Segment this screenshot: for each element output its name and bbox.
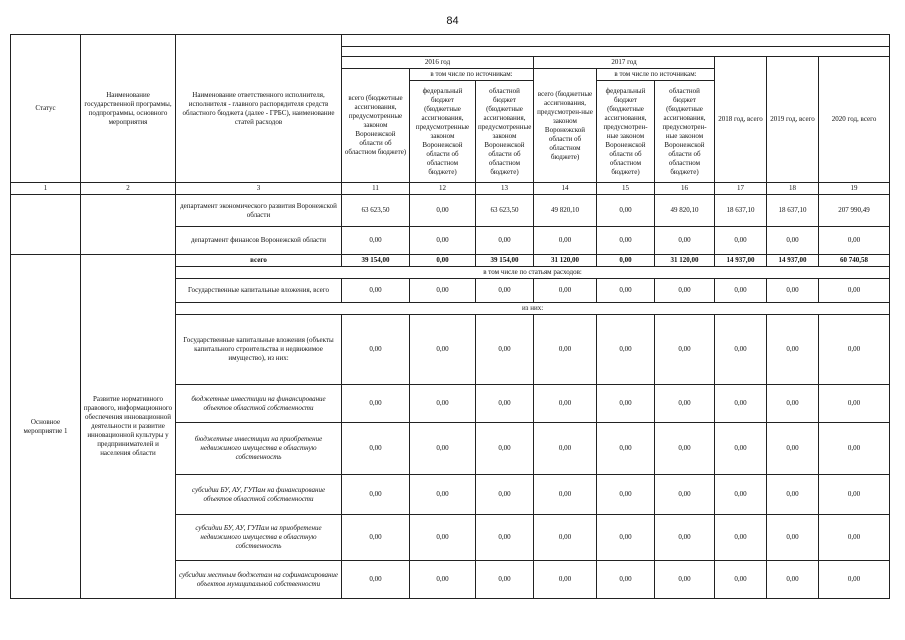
value-cell: 31 120,00	[655, 255, 715, 267]
page-number: 84	[446, 15, 459, 27]
value-cell: 0,00	[597, 315, 655, 385]
value-cell: 0,00	[819, 385, 890, 423]
budget-table	[10, 34, 890, 599]
row-label: департамент финансов Воронежской области	[176, 227, 342, 255]
value-cell: 14 937,00	[767, 255, 819, 267]
column-number: 18	[767, 183, 819, 195]
table-row	[11, 255, 890, 267]
value-cell: 0,00	[534, 279, 597, 303]
header-2016-total: всего (бюджетные ассигнования, предусмотренные законом Воронежской области об областном бюджете)	[342, 69, 410, 183]
header-2016-by-sources: в том числе по источникам:	[410, 69, 534, 81]
header-2017-oblast: областной бюджет (бюджетные ассигнования, предусмотрен-ные законом Воронежской области об областном бюджете)	[655, 81, 715, 183]
value-cell: 0,00	[342, 561, 410, 599]
header-year-2017: 2017 год	[534, 57, 715, 69]
row-label: в том числе по статьям расходов:	[176, 267, 890, 279]
value-cell: 0,00	[715, 423, 767, 475]
header-executor: Наименование ответственного исполнителя, исполнителя - главного распорядителя средств областного бюджета (далее - ГРБС), наименование статей расходов	[176, 35, 342, 183]
value-cell: 0,00	[410, 423, 476, 475]
row-label: субсидии местным бюджетам на софинансирование объектов муниципальной собственности	[176, 561, 342, 599]
value-cell: 0,00	[410, 227, 476, 255]
value-cell: 0,00	[410, 561, 476, 599]
value-cell: 0,00	[534, 475, 597, 515]
row-label: департамент экономического развития Воронежской области	[176, 195, 342, 227]
empty-program-cell	[81, 195, 176, 255]
value-cell: 39 154,00	[342, 255, 410, 267]
value-cell: 0,00	[767, 423, 819, 475]
value-cell: 0,00	[655, 279, 715, 303]
header-2016-federal: федеральный бюджет (бюджетные ассигнования, предусмотренные законом Воронежской области об областном бюджете)	[410, 81, 476, 183]
header-program: Наименование государственной программы, подпрограммы, основного мероприятия	[81, 35, 176, 183]
value-cell: 0,00	[655, 227, 715, 255]
value-cell: 0,00	[597, 227, 655, 255]
measure-program: Развитие нормативного правового, информационного обеспечения инновационной деятельности и развитие инновационной культуры у предпринимателей и населения области	[81, 255, 176, 599]
value-cell: 0,00	[476, 227, 534, 255]
value-cell: 0,00	[715, 227, 767, 255]
value-cell: 0,00	[655, 385, 715, 423]
value-cell: 0,00	[767, 227, 819, 255]
value-cell: 0,00	[476, 315, 534, 385]
value-cell: 63 623,50	[342, 195, 410, 227]
header-2017-total: всего (бюджетные ассигнования, предусмотрен-ные законом Воронежской области об областном бюджете)	[534, 69, 597, 183]
value-cell: 0,00	[819, 475, 890, 515]
row-label: бюджетные инвестиции на финансирование объектов областной собственности	[176, 385, 342, 423]
value-cell: 0,00	[342, 423, 410, 475]
value-cell: 0,00	[476, 515, 534, 561]
value-cell: 0,00	[342, 315, 410, 385]
value-cell: 0,00	[597, 561, 655, 599]
value-cell: 0,00	[410, 515, 476, 561]
header-2019: 2019 год, всего	[767, 57, 819, 183]
value-cell: 0,00	[655, 423, 715, 475]
value-cell: 0,00	[767, 515, 819, 561]
value-cell: 0,00	[715, 561, 767, 599]
column-number: 2	[81, 183, 176, 195]
value-cell: 0,00	[597, 195, 655, 227]
value-cell: 0,00	[655, 515, 715, 561]
value-cell: 0,00	[767, 315, 819, 385]
header-blank-top	[342, 35, 890, 47]
value-cell: 0,00	[534, 423, 597, 475]
column-number: 3	[176, 183, 342, 195]
value-cell: 0,00	[819, 423, 890, 475]
column-number: 14	[534, 183, 597, 195]
value-cell: 0,00	[767, 475, 819, 515]
value-cell: 0,00	[655, 561, 715, 599]
value-cell: 18 637,10	[767, 195, 819, 227]
column-number-row	[11, 183, 890, 195]
value-cell: 0,00	[715, 475, 767, 515]
header-blank-second	[342, 47, 890, 57]
value-cell: 0,00	[342, 279, 410, 303]
row-label: субсидии БУ, АУ, ГУПам на приобретение недвижимого имущества в областную собственность	[176, 515, 342, 561]
column-number: 1	[11, 183, 81, 195]
column-number: 17	[715, 183, 767, 195]
value-cell: 0,00	[655, 315, 715, 385]
table-row	[11, 195, 890, 227]
row-label: бюджетные инвестиции на приобретение недвижимого имущества в областную собственность	[176, 423, 342, 475]
header-2017-by-sources: в том числе по источникам:	[597, 69, 715, 81]
value-cell: 31 120,00	[534, 255, 597, 267]
value-cell: 0,00	[597, 423, 655, 475]
value-cell: 207 990,49	[819, 195, 890, 227]
value-cell: 0,00	[655, 475, 715, 515]
row-label: из них:	[176, 303, 890, 315]
value-cell: 0,00	[767, 279, 819, 303]
value-cell: 0,00	[410, 475, 476, 515]
value-cell: 0,00	[597, 279, 655, 303]
column-number: 15	[597, 183, 655, 195]
value-cell: 63 623,50	[476, 195, 534, 227]
row-label: Государственные капитальные вложения, всего	[176, 279, 342, 303]
value-cell: 0,00	[410, 195, 476, 227]
value-cell: 0,00	[476, 385, 534, 423]
header-status: Статус	[11, 35, 81, 183]
column-number: 13	[476, 183, 534, 195]
row-label: всего	[176, 255, 342, 267]
value-cell: 60 740,58	[819, 255, 890, 267]
value-cell: 0,00	[410, 385, 476, 423]
value-cell: 0,00	[767, 385, 819, 423]
value-cell: 0,00	[819, 515, 890, 561]
value-cell: 0,00	[767, 561, 819, 599]
value-cell: 0,00	[410, 279, 476, 303]
header-2016-oblast: областной бюджет (бюджетные ассигнования, предусмотренные законом Воронежской области об областном бюджете)	[476, 81, 534, 183]
header-year-2016: 2016 год	[342, 57, 534, 69]
value-cell: 0,00	[410, 255, 476, 267]
value-cell: 0,00	[342, 227, 410, 255]
column-number: 19	[819, 183, 890, 195]
row-label: Государственные капитальные вложения (объекты капитального строительства и недвижимое имущество), из них:	[176, 315, 342, 385]
column-number: 11	[342, 183, 410, 195]
value-cell: 0,00	[476, 475, 534, 515]
header-2018: 2018 год, всего	[715, 57, 767, 183]
header-2017-federal: федеральный бюджет (бюджетные ассигнования, предусмотрен-ные законом Воронежской области об областном бюджете)	[597, 81, 655, 183]
value-cell: 0,00	[476, 561, 534, 599]
value-cell: 0,00	[819, 279, 890, 303]
value-cell: 0,00	[597, 475, 655, 515]
value-cell: 0,00	[342, 385, 410, 423]
value-cell: 18 637,10	[715, 195, 767, 227]
value-cell: 0,00	[534, 227, 597, 255]
value-cell: 0,00	[715, 515, 767, 561]
value-cell: 0,00	[715, 315, 767, 385]
value-cell: 0,00	[819, 227, 890, 255]
value-cell: 0,00	[342, 515, 410, 561]
column-number: 16	[655, 183, 715, 195]
value-cell: 0,00	[534, 515, 597, 561]
column-number: 12	[410, 183, 476, 195]
value-cell: 0,00	[534, 315, 597, 385]
value-cell: 0,00	[534, 561, 597, 599]
measure-status: Основное мероприятие 1	[11, 255, 81, 599]
value-cell: 0,00	[715, 385, 767, 423]
value-cell: 0,00	[597, 255, 655, 267]
value-cell: 0,00	[534, 385, 597, 423]
value-cell: 0,00	[410, 315, 476, 385]
value-cell: 0,00	[597, 385, 655, 423]
value-cell: 0,00	[819, 561, 890, 599]
value-cell: 0,00	[342, 475, 410, 515]
value-cell: 14 937,00	[715, 255, 767, 267]
value-cell: 0,00	[715, 279, 767, 303]
value-cell: 0,00	[476, 423, 534, 475]
empty-status-cell	[11, 195, 81, 255]
value-cell: 39 154,00	[476, 255, 534, 267]
value-cell: 49 820,10	[534, 195, 597, 227]
row-label: субсидии БУ, АУ, ГУПам на финансирование объектов областной собственности	[176, 475, 342, 515]
value-cell: 0,00	[819, 315, 890, 385]
value-cell: 49 820,10	[655, 195, 715, 227]
value-cell: 0,00	[597, 515, 655, 561]
header-2020: 2020 год, всего	[819, 57, 890, 183]
value-cell: 0,00	[476, 279, 534, 303]
